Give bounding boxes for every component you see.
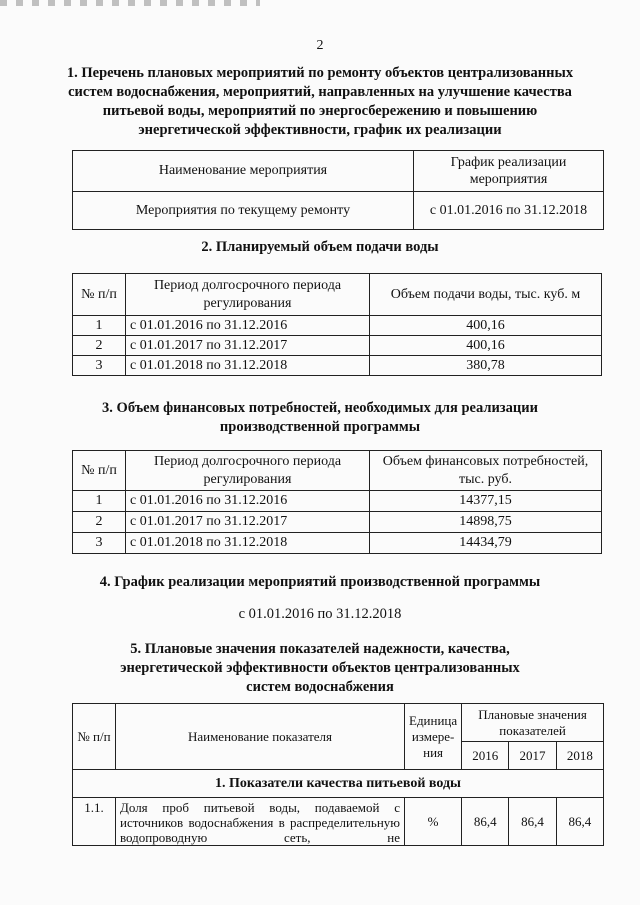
row-num: 2: [73, 512, 126, 533]
row-period: с 01.01.2017 по 31.12.2017: [126, 336, 370, 356]
finance-table: [72, 450, 602, 554]
header-schedule: График реализации мероприятия: [414, 151, 604, 192]
header-num: № п/п: [73, 274, 126, 316]
row-finance: 14898,75: [370, 512, 602, 533]
header-num: № п/п: [73, 451, 126, 491]
row-num: 1: [73, 316, 126, 336]
row-num: 3: [73, 356, 126, 376]
row-period: с 01.01.2018 по 31.12.2018: [126, 533, 370, 554]
row-num: 1: [73, 491, 126, 512]
row-num: 1.1.: [73, 798, 116, 846]
row-indicator-name: Доля проб питьевой воды, подаваемой с источников водоснабжения в распределительную водопроводную сеть, не: [116, 798, 405, 846]
header-num: № п/п: [73, 704, 116, 770]
row-value: 86,4: [509, 798, 556, 846]
scan-artifact: [0, 0, 260, 6]
header-volume: Объем подачи воды, тыс. куб. м: [370, 274, 602, 316]
header-finance: Объем финансовых потребностей, тыс. руб.: [370, 451, 602, 491]
indicators-table: [72, 703, 604, 846]
header-year: 2016: [462, 742, 509, 770]
section4-title: 4. График реализации мероприятий производственной программы: [99, 574, 541, 590]
header-year: 2018: [556, 742, 603, 770]
measure-name-cell: Мероприятия по текущему ремонту: [73, 192, 414, 230]
row-period: с 01.01.2016 по 31.12.2016: [126, 316, 370, 336]
row-finance: 14377,15: [370, 491, 602, 512]
page-number: 2: [316, 38, 324, 53]
header-unit: Единица измере- ния: [405, 704, 462, 770]
row-unit: %: [405, 798, 462, 846]
header-period: Период долгосрочного периода регулирования: [126, 451, 370, 491]
header-year: 2017: [509, 742, 556, 770]
row-finance: 14434,79: [370, 533, 602, 554]
row-period: с 01.01.2018 по 31.12.2018: [126, 356, 370, 376]
section5-title: 5. Плановые значения показателей надежности, качества, энергетической эффективности объектов централизованных систем водоснабжения: [120, 641, 520, 695]
row-period: с 01.01.2017 по 31.12.2017: [126, 512, 370, 533]
measure-schedule-cell: с 01.01.2016 по 31.12.2018: [414, 192, 604, 230]
header-planned-values: Плановые значения показателей: [462, 704, 604, 742]
row-volume: 380,78: [370, 356, 602, 376]
row-value: 86,4: [462, 798, 509, 846]
row-num: 2: [73, 336, 126, 356]
section3-title: 3. Объем финансовых потребностей, необходимых для реализации производственной программы: [102, 400, 538, 435]
row-volume: 400,16: [370, 336, 602, 356]
row-volume: 400,16: [370, 316, 602, 336]
measures-table: [72, 150, 604, 230]
section2-title: 2. Планируемый объем подачи воды: [201, 239, 439, 255]
row-value: 86,4: [556, 798, 603, 846]
section1-title: 1. Перечень плановых мероприятий по ремонту объектов централизованных систем водоснабжения, мероприятий, направленных на улучшение качества питьевой воды, мероприятий по энергосбережению и повышению энергетической эффективности, график их реализации: [66, 65, 574, 138]
row-period: с 01.01.2016 по 31.12.2016: [126, 491, 370, 512]
header-period: Период долгосрочного периода регулирования: [126, 274, 370, 316]
group-quality-header: 1. Показатели качества питьевой воды: [73, 770, 604, 798]
header-indicator-name: Наименование показателя: [116, 704, 405, 770]
header-measure-name: Наименование мероприятия: [73, 151, 414, 192]
row-num: 3: [73, 533, 126, 554]
water-volume-table: [72, 273, 602, 376]
section4-period: с 01.01.2016 по 31.12.2018: [238, 606, 402, 622]
